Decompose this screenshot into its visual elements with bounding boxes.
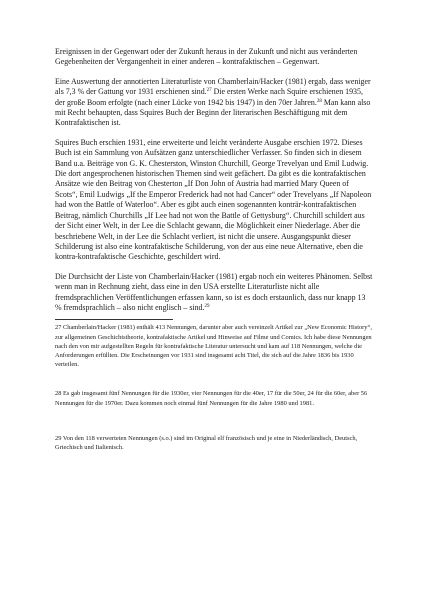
footnote-27: [55, 323, 373, 369]
footnote-ref-27[interactable]: 27: [206, 88, 212, 94]
footnote-number: 29: [55, 434, 62, 442]
paragraph-text: Ereignissen in der Gegenwart oder der Zukunft heraus in der Zukunft und nicht aus veränderten Gegebenheiten der Vergangenheit in einer anderen – kontrafaktischen – Gegenwart.: [55, 47, 358, 67]
footnote-text: Von den 118 verwerteten Nennungen (s.o.) sind im Original elf französisch und je eine in Niederländisch, Deutsch, Griechisch und Italienisch.: [55, 434, 358, 451]
footnote-text: Chamberlain/Hacker (1981) enthält 413 Nennungen, darunter aber auch vereinzelt Artikel zur „New Economic History“, zur allgemeinen Geschichtstheorie, kontrafaktische Artikel und Hinweise auf Filme und Comics. Ich habe diese Nennungen nach den von mir aufgestellten Regeln für kontrafaktische Literatur untersucht und kam auf 118 Nennungen, welche die Anforderungen erfüllten. Die Erscheinungen vor 1931 sind insgesamt acht Titel, die sich auf die Jahre 1836 bis 1930 verteilen.: [55, 324, 372, 369]
footnote-ref-28[interactable]: 28: [316, 98, 322, 104]
paragraph-phenomenon: [55, 272, 373, 314]
footnote-28: [55, 389, 373, 407]
document-page: [55, 47, 373, 452]
footnote-ref-29[interactable]: 29: [204, 303, 210, 309]
paragraph-text: Man kann also mit Recht behaupten, dass Squires Buch der Beginn der literarischen Beschäftigung mit dem Kontrafaktischen ist.: [55, 97, 371, 128]
paragraph-squire-book: [55, 138, 373, 263]
footnote-number: 28: [55, 390, 62, 398]
footnote-29: [55, 434, 373, 452]
paragraph-text: Squires Buch erschien 1931, eine erweiterte und leicht veränderte Ausgabe erschien 1972. Dieses Buch ist ein Sammlung von Aufsätzen ganz unterschiedlicher Verfasser. So finden sich in diesem Band u.a. Beiträge von G. K. Chesterston, Winston Churchill, George Trevelyan und Emil Ludwig. Die dort angesprochenen historischen Themen sind weit gefächert. Da gibt es die kontrafaktischen Ansätze wie den Beitrag von Chesterton „If Don John of Austria had married Mary Queen of Scots“, Emil Ludwigs „If the Emperor Frederick had not had Cancer“ oder Trevelyans „If Napoleon had won the Battle of Waterloo“. Aber es gibt auch einen sogenannten konträr-kontrafaktischen Beitrag, nämlich Churchills „If Lee had not won the Battle of Gettysburg“. Churchill schildert aus der Sicht einer Welt, in der Lee die Schlacht gewann, die Möglichkeit einer Niederlage. Aber die beschriebene Welt, in der Lee die Schlacht verliert, ist nicht die unsere. Ausgangspunkt dieser Schilderung ist also eine kontrafaktische Schilderung, von der aus eine neue Alternative, eben die kontra-kontrafaktische Geschichte, geschildert wird.: [55, 137, 372, 262]
footnote-divider: [55, 319, 173, 320]
paragraph-text: Eine Auswertung der annotierten Literaturliste von Chamberlain/Hacker (1981) ergab, dass weniger als 7,3 % der Gattung vor 1931 erschienen sind.: [55, 76, 371, 97]
footnote-number: 27: [55, 324, 62, 332]
paragraph-intro: [55, 47, 373, 68]
paragraph-evaluation: [55, 77, 373, 129]
footnote-text: Es gab insgesamt fünf Nennungen für die 1930er, vier Nennungen für die 40er, 17 für die 50er, 24 für die 60er, aber 56 Nennungen für die 1970er. Dazu kommen noch einmal fünf Nennungen für die Jahre 1980 und 1981.: [55, 390, 368, 407]
paragraph-text: Die Durchsicht der Liste von Chamberlain/Hacker (1981) ergab noch ein weiteres Phänomen. Selbst wenn man in Rechnung zieht, dass eine in den USA erstellte Literaturliste nicht alle fremdsprachlichen Veröffentlichungen erfassen kann, so ist es doch erstaunlich, dass nur knapp 13 % fremdsprachlich – also nicht englisch – sind.: [55, 271, 373, 312]
paragraph-text: Die ersten Werke nach Squire erschienen 1935, der große Boom erfolgte (nach einer Lücke von 1942 bis 1947) in den 70er Jahren.: [55, 87, 363, 107]
